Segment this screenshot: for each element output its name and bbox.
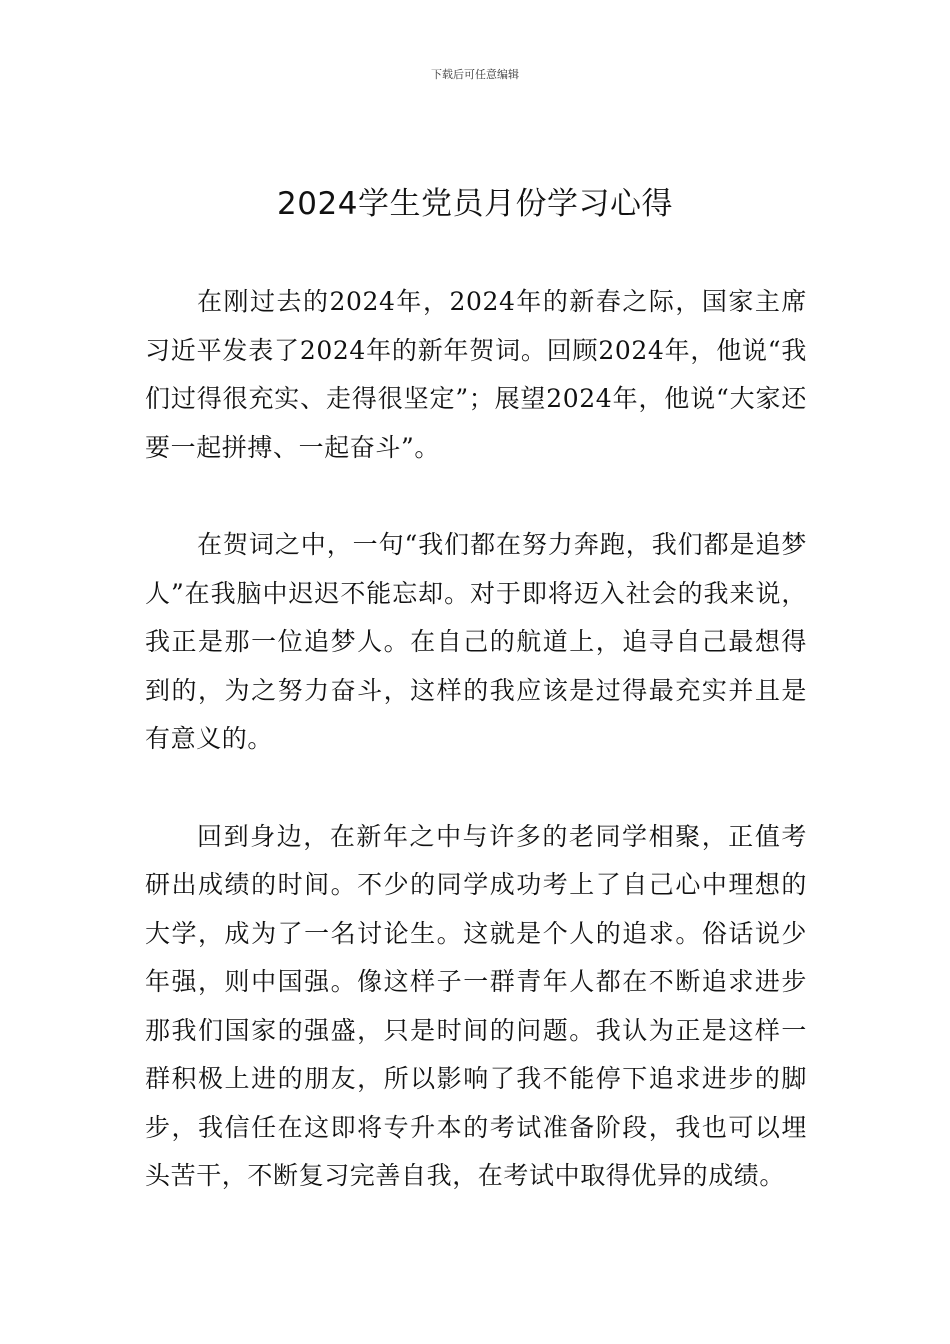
- document-body: [145, 278, 807, 1201]
- paragraph-2: 在贺词之中，一句“我们都在努力奔跑，我们都是追梦人”在我脑中迟迟不能忘却。对于即将迈入社会的我来说，我正是那一位追梦人。在自己的航道上，追寻自己最想得到的，为之努力奋斗，这样的我应该是过得最充实并且是有意义的。: [145, 530, 807, 753]
- paragraph-3: 回到身边，在新年之中与许多的老同学相聚，正值考研出成绩的时间。不少的同学成功考上了自己心中理想的大学，成为了一名讨论生。这就是个人的追求。俗话说少年强，则中国强。像这样子一群青年人都在不断追求进步那我们国家的强盛，只是时间的问题。我认为正是这样一群积极上进的朋友，所以影响了我不能停下追求进步的脚步，我信任在这即将专升本的考试准备阶段，我也可以埋头苦干，不断复习完善自我，在考试中取得优异的成绩。: [145, 821, 807, 1190]
- document-title: 2024学生党员月份学习心得: [277, 186, 673, 222]
- paragraph-1: 在刚过去的2024年，2024年的新春之际，国家主席习近平发表了2024年的新年贺词。回顾2024年，他说“我们过得很充实、走得很坚定”；展望2024年，他说“大家还要一起拼搏、一起奋斗”。: [145, 287, 807, 462]
- header-note: 下载后可任意编辑: [431, 68, 519, 81]
